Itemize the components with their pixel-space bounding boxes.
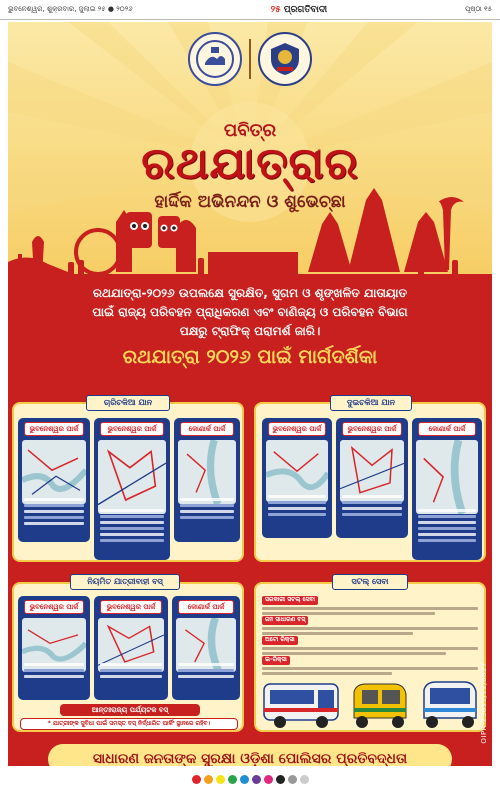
title-sub: ହାର୍ଦ୍ଦିକ ଅଭିନନ୍ଦନ ଓ ଶୁଭେଚ୍ଛା: [154, 192, 346, 212]
registration-dot: [228, 775, 237, 784]
registration-dot: [276, 775, 285, 784]
registration-dot: [240, 775, 249, 784]
title-pre: ପବିତ୍ର: [223, 120, 277, 141]
service-text-line: [262, 627, 478, 630]
footer-slogan: ସାଧାରଣ ଜନତାଙ୍କ ସୁରକ୍ଷା ଓଡ଼ିଶା ପୋଲିସର ପ୍ରତିବଦ୍ଧତା: [48, 744, 452, 766]
map-legend: [24, 660, 84, 694]
service-text-line: [262, 607, 478, 610]
masthead-date: ଭୁବନେଶ୍ୱର, ଶୁକ୍ରବାର, ଜୁଲାଇ ୨୫ ● ୨୦୨୬: [8, 5, 133, 13]
service-row: [262, 656, 478, 676]
map-card: [94, 596, 168, 700]
map-card: [336, 418, 408, 538]
interstate-bus-pill: ଆନ୍ତଃରାଜ୍ୟ ପର୍ଯ୍ୟଟକ ବସ୍: [60, 704, 200, 716]
service-text-line: [262, 672, 392, 675]
service-row: [262, 596, 478, 616]
panel-shuttle-service: [254, 582, 486, 732]
service-chip: ଅଟୋ ରିକ୍ସା: [262, 636, 298, 645]
auto-rickshaw-icon: [348, 678, 412, 730]
notice-line: ପାଇଁ ରାଜ୍ୟ ପରିବହନ ପ୍ରାଧିକରଣ ଏବଂ ବାଣିଜ୍ୟ ଓ ପରିବହନ ବିଭାଗ: [92, 305, 408, 319]
map-legend: [268, 492, 326, 532]
registration-dot: [192, 775, 201, 784]
map-legend: [100, 660, 162, 694]
service-row: [262, 616, 478, 636]
map-card: [94, 418, 170, 560]
masthead-brand-name: ପ୍ରଗତିବାଦୀ: [283, 4, 328, 15]
panel-bus: [12, 582, 244, 732]
panel-label-shuttle-service: ସଟଲ୍ ସେବା: [332, 574, 408, 590]
service-row: [262, 636, 478, 656]
service-chip: ଜନ ସାଧାରଣ ବସ୍: [262, 616, 308, 625]
masthead-brand: [271, 5, 327, 15]
e-rickshaw-icon: [418, 678, 482, 730]
map-graphic: [98, 440, 166, 514]
registration-dot: [216, 775, 225, 784]
traffic-notice: [28, 284, 472, 341]
map-legend: [342, 492, 402, 532]
masthead: [0, 0, 500, 20]
service-text-line: [262, 612, 435, 615]
odisha-police-logo: [258, 32, 312, 86]
panel-two-wheeler: [254, 402, 486, 562]
color-registration-bar: [0, 770, 500, 788]
odisha-emblem-icon: [195, 39, 235, 79]
panel-label-bus: ନିୟମିତ ଯାତ୍ରୀବାହୀ ବସ୍: [70, 574, 180, 590]
registration-dot: [204, 775, 213, 784]
map-card: [18, 596, 90, 700]
map-card-title: ଭୁବନେଶ୍ୱର ପାର୍କ: [100, 422, 164, 436]
logo-divider: [249, 39, 251, 79]
map-card-title: କୋଣାର୍କ ପାର୍କ: [178, 600, 234, 614]
map-card-title: କୋଣାର୍କ ପାର୍କ: [180, 422, 234, 436]
registration-dot: [300, 775, 309, 784]
bus-icon: [262, 678, 342, 730]
rathayatra-advertisement: [8, 22, 492, 766]
map-legend: [24, 495, 84, 536]
map-card-title: ଭୁବନେଶ୍ୱର ପାର୍କ: [100, 600, 162, 614]
registration-dot: [288, 775, 297, 784]
advert-code: OIPR-23011/12/0027: [480, 662, 488, 744]
service-text-line: [262, 667, 478, 670]
map-card: [172, 596, 240, 700]
panel-four-wheeler: [12, 402, 244, 562]
route-map: [98, 440, 166, 514]
masthead-brand-number: ୨୫: [270, 4, 281, 15]
map-card: [174, 418, 240, 542]
map-legend: [178, 660, 234, 694]
map-card: [412, 418, 482, 560]
map-legend: [180, 495, 234, 536]
page-number: ପୃଷ୍ଠା ୧୫: [465, 5, 492, 13]
service-text-line: [262, 632, 413, 635]
notice-line: ରଥଯାତ୍ରା-୨୦୨୬ ଉପଲକ୍ଷେ ସୁରକ୍ଷିତ, ସୁଗମ ଓ ଶୃଙ୍ଖଳିତ ଯାତାୟାତ: [92, 286, 408, 300]
map-card-title: ଭୁବନେଶ୍ୱର ପାର୍କ: [24, 600, 84, 614]
odisha-emblem-logo: [188, 32, 242, 86]
registration-dot: [264, 775, 273, 784]
map-card-title: କୋଣାର୍କ ପାର୍କ: [418, 422, 476, 436]
map-card-title: ଭୁବନେଶ୍ୱର ପାର୍କ: [268, 422, 326, 436]
route-map: [416, 440, 478, 514]
bus-footer-note: * ଯାତ୍ରୀଙ୍କ ସୁବିଧା ପାଇଁ ସମସ୍ତ ବସ୍ ନିର୍ଦ୍ଧାରିତ ପାର୍କିଂ ସ୍ଥାନରେ ରହିବ।: [20, 718, 238, 730]
title-main: ରଥଯାତ୍ରାର: [141, 138, 359, 189]
service-text-line: [262, 647, 478, 650]
service-chip: ଇ-ରିକ୍ସା: [262, 656, 290, 665]
map-legend: [418, 506, 476, 554]
guideline-heading: ରଥଯାତ୍ରା ୨୦୨୬ ପାଇଁ ମାର୍ଗଦର୍ଶିକା: [122, 346, 378, 368]
service-text-line: [262, 652, 446, 655]
panel-label-four-wheeler: ଚାରିଚକିଆ ଯାନ: [86, 395, 170, 411]
map-graphic: [416, 440, 478, 514]
service-chip: ସରକାରୀ ସଟଲ୍ ସେବା: [262, 596, 318, 605]
police-badge-icon: [265, 39, 305, 79]
government-logos: [188, 30, 312, 88]
map-card: [18, 418, 90, 542]
panel-label-two-wheeler: ଦୁଇଚକିଆ ଯାନ: [330, 395, 412, 411]
map-legend: [100, 506, 164, 554]
notice-line: ପକ୍ଷରୁ ଟ୍ରାଫିକ୍ ପରାମର୍ଶ ଜାରି।: [179, 324, 321, 338]
map-card-title: ଭୁବନେଶ୍ୱର ପାର୍କ: [342, 422, 402, 436]
registration-dot: [252, 775, 261, 784]
map-card-title: ଭୁବନେଶ୍ୱର ପାର୍କ: [24, 422, 84, 436]
map-card: [262, 418, 332, 538]
